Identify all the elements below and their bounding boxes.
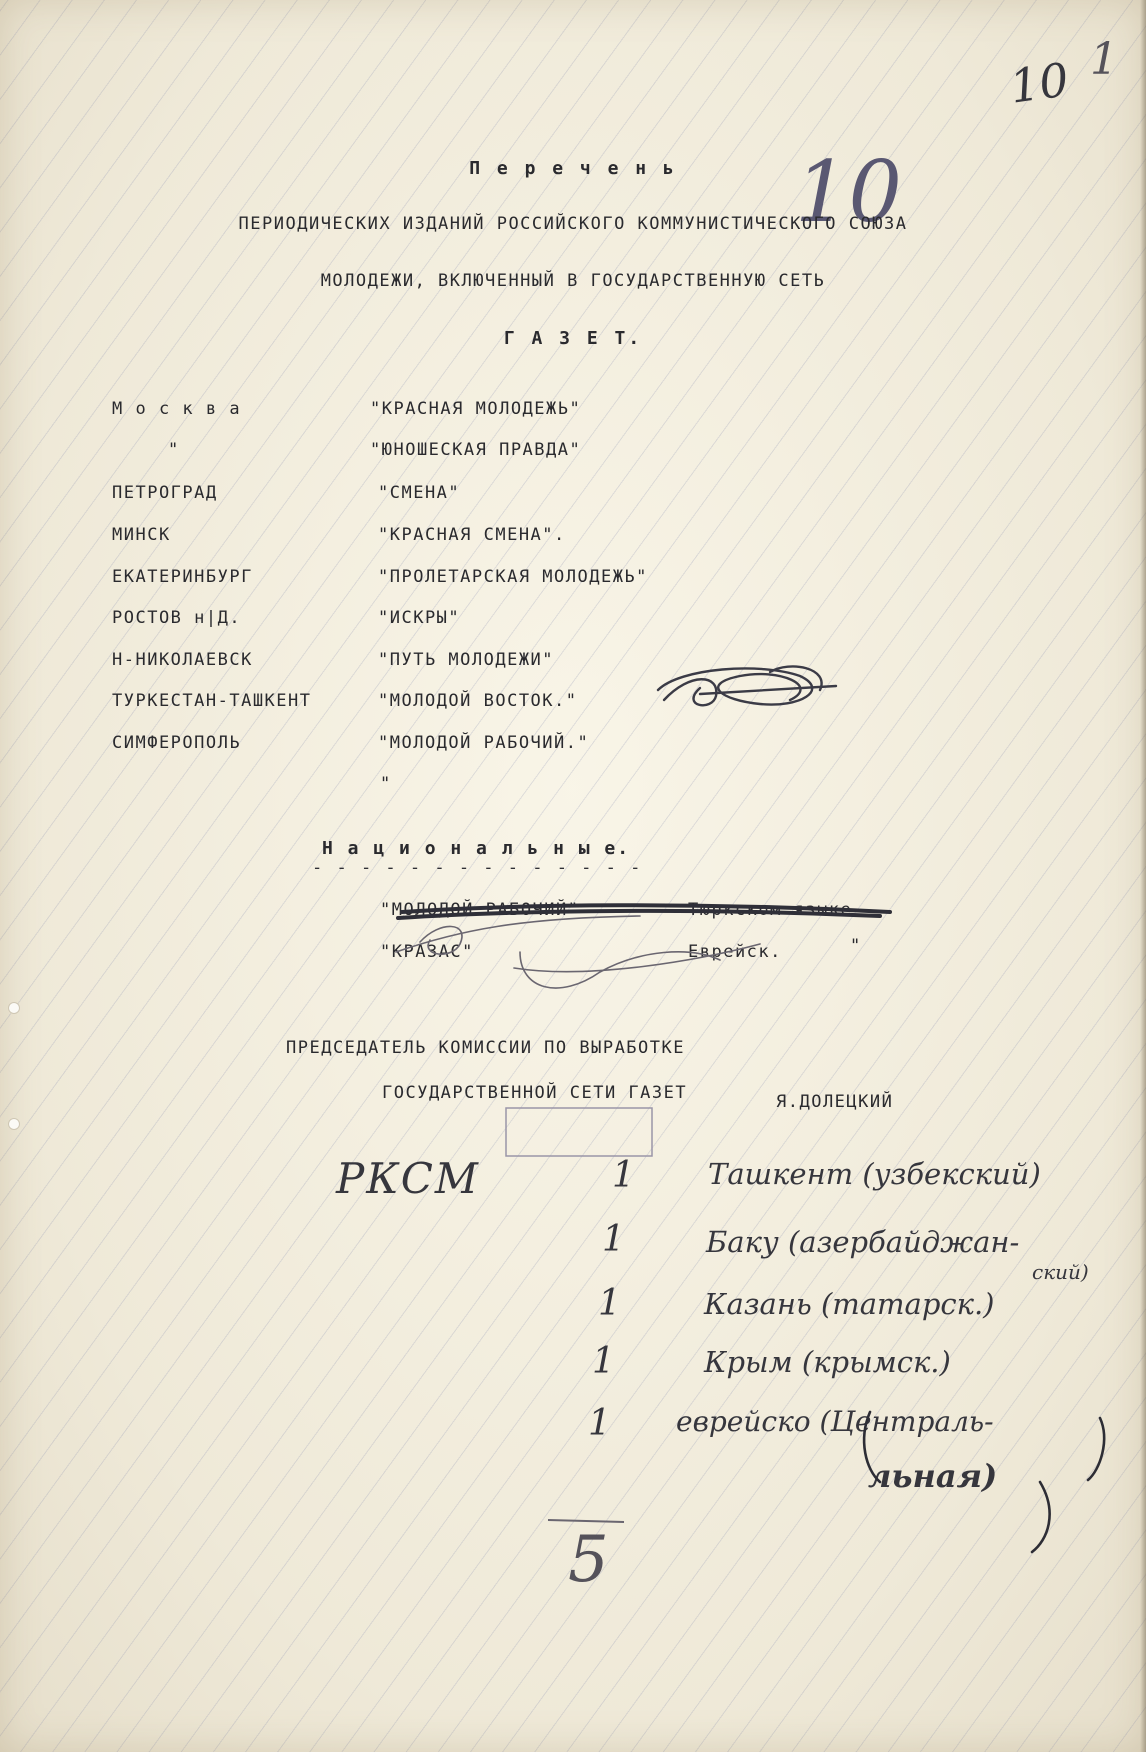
heading-line-2: МОЛОДЕЖИ, ВКЛЮЧЕННЫЙ В ГОСУДАРСТВЕННУЮ СЕТЬ xyxy=(320,271,826,291)
city: М о с к в а xyxy=(112,399,242,419)
signature-name: Я.ДОЛЕЦКИЙ xyxy=(776,1092,894,1112)
newspaper-title: "ИСКРЫ" xyxy=(378,608,461,628)
newspaper-title: "КРАСНАЯ СМЕНА". xyxy=(378,525,566,545)
page-number-ink: 10 xyxy=(1006,52,1073,114)
national-title: "КРАЗАС" xyxy=(380,942,474,962)
newspaper-title: "КРАСНАЯ МОЛОДЕЖЬ" xyxy=(370,399,582,419)
handwritten-entry: Казань (татарск.) xyxy=(704,1287,995,1321)
handwritten-label: РКСМ xyxy=(336,1154,480,1203)
handwritten-total: 5 xyxy=(568,1523,609,1597)
signature-title-line-2: ГОСУДАРСТВЕННОЙ СЕТИ ГАЗЕТ xyxy=(382,1083,688,1103)
handwritten-entry: Крым (крымск.) xyxy=(704,1345,951,1379)
handwritten-count: 1 xyxy=(612,1155,635,1196)
folio-stamp-number: 10 xyxy=(795,143,902,241)
national-language: Еврейск. xyxy=(688,942,782,962)
handwritten-continuation: льная) xyxy=(868,1457,998,1495)
national-language: Тюркском языке xyxy=(688,900,853,920)
punch-hole xyxy=(8,1002,20,1014)
ditto-mark: " xyxy=(380,774,392,794)
handwritten-entry: еврейско (Централь- xyxy=(676,1405,994,1438)
handwritten-count: 1 xyxy=(598,1283,621,1324)
national-title: "МОЛОДОЙ РАБОЧИЙ" xyxy=(380,900,580,920)
newspaper-title: "МОЛОДОЙ ВОСТОК." xyxy=(378,691,578,711)
city: Н-НИКОЛАЕВСК xyxy=(112,650,253,670)
handwritten-entry: Ташкент (узбекский) xyxy=(708,1157,1041,1191)
ditto-mark: " xyxy=(168,440,180,460)
city: ПЕТРОГРАД xyxy=(112,483,218,503)
city: МИНСК xyxy=(112,525,171,545)
handwritten-count: 1 xyxy=(602,1219,625,1260)
heading-line-1: ПЕРИОДИЧЕСКИХ ИЗДАНИЙ РОССИЙСКОГО КОММУНИСТИЧЕСКОГО СОЮЗА xyxy=(238,214,908,234)
newspaper-title: "СМЕНА" xyxy=(378,483,461,503)
city: СИМФЕРОПОЛЬ xyxy=(112,733,242,753)
city: РОСТОВ н|Д. xyxy=(112,608,242,628)
national-heading: Н а ц и о н а л ь н ы е. xyxy=(322,838,631,859)
document-title: П е р е ч е н ь xyxy=(469,158,677,179)
city: ТУРКЕСТАН-ТАШКЕНТ xyxy=(112,691,312,711)
city: ЕКАТЕРИНБУРГ xyxy=(112,567,253,587)
punch-hole xyxy=(8,1118,20,1130)
page-number-pencil: 1 xyxy=(1090,34,1118,85)
newspaper-title: "МОЛОДОЙ РАБОЧИЙ." xyxy=(378,733,590,753)
newspaper-title: "ПРОЛЕТАРСКАЯ МОЛОДЕЖЬ" xyxy=(378,567,648,587)
handwritten-count: 1 xyxy=(588,1403,611,1444)
handwritten-continuation: ский) xyxy=(1032,1260,1089,1284)
paper-edge xyxy=(1140,0,1146,1752)
ditto-mark: " xyxy=(850,936,862,956)
newspaper-title: "ПУТЬ МОЛОДЕЖИ" xyxy=(378,650,555,670)
handwritten-entry: Баку (азербайджан- xyxy=(706,1225,1020,1259)
heading-line-3: Г А З Е Т. xyxy=(503,328,643,349)
handwritten-count: 1 xyxy=(592,1341,615,1382)
newspaper-title: "ЮНОШЕСКАЯ ПРАВДА" xyxy=(370,440,582,460)
signature-title-line-1: ПРЕДСЕДАТЕЛЬ КОМИССИИ ПО ВЫРАБОТКЕ xyxy=(286,1038,685,1058)
national-underline: - - - - - - - - - - - - - - xyxy=(312,858,643,878)
